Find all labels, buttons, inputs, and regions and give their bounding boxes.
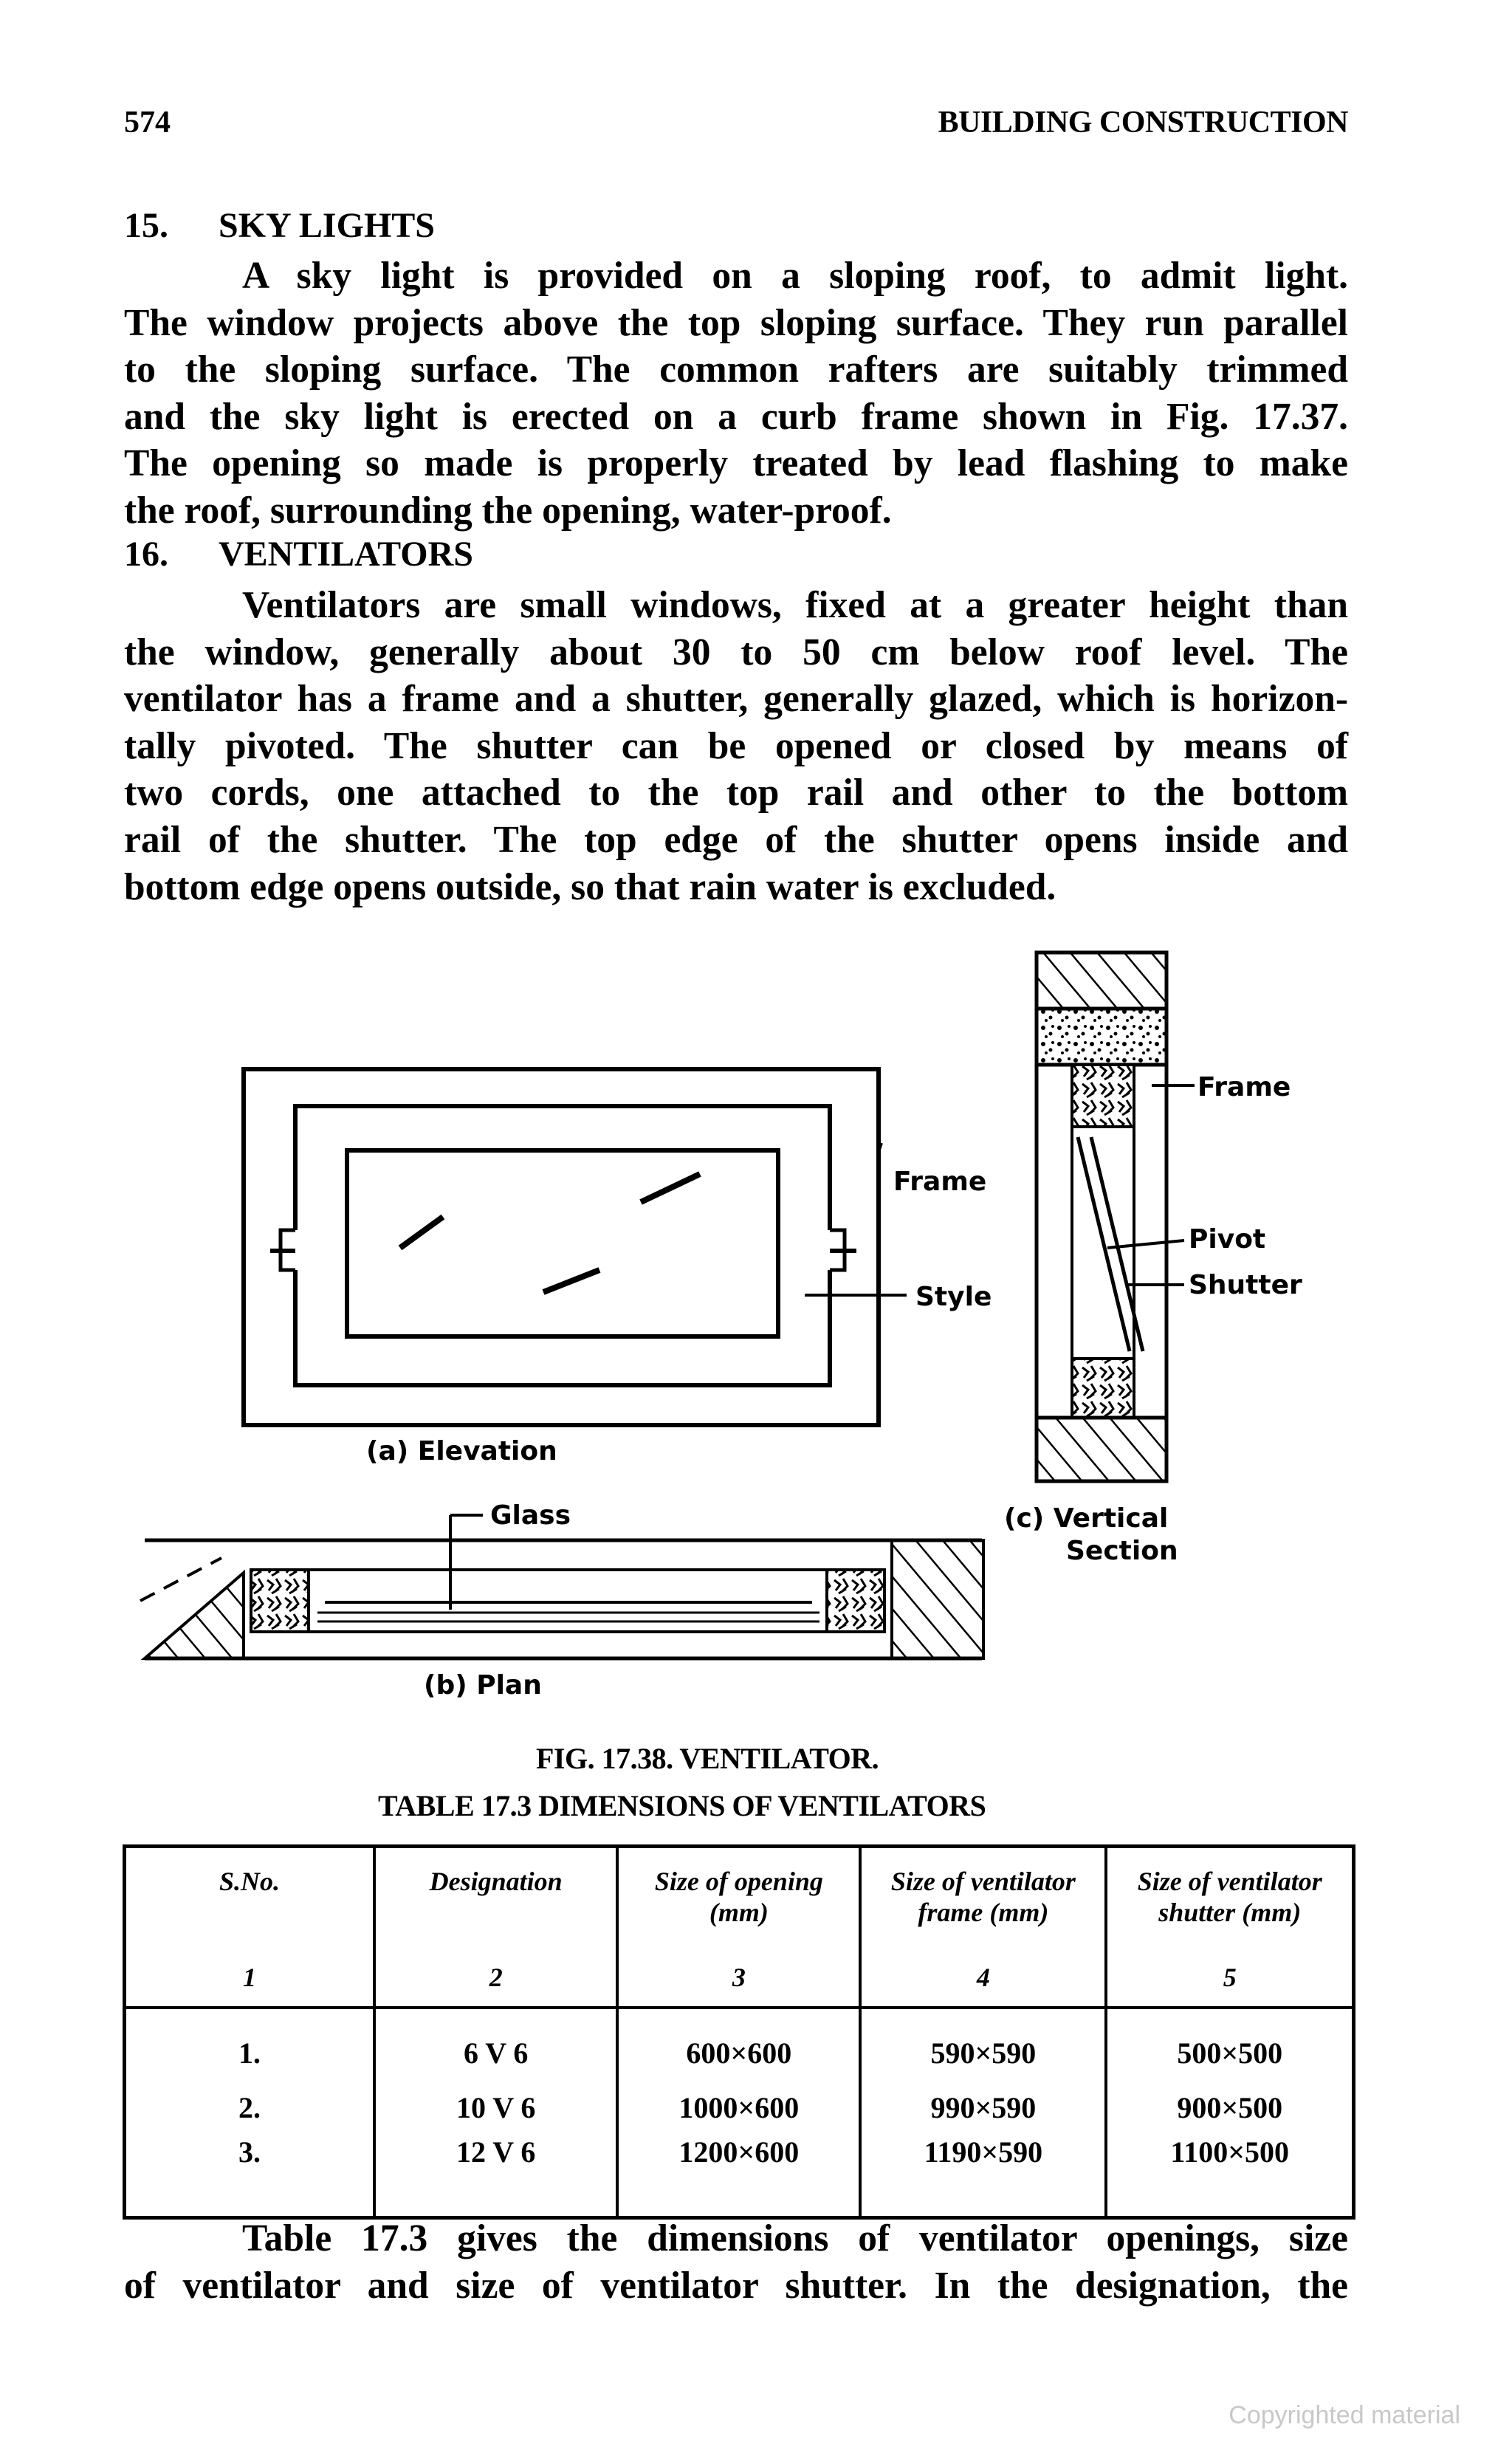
paragraph-line: and the sky light is erected on a curb frame shown in Fig. 17.37.: [124, 395, 1348, 438]
paragraph-line: the window, generally about 30 to 50 cm below roof level. The: [124, 631, 1348, 673]
label-style: Style: [915, 1282, 992, 1312]
wall-opening-outline: [244, 1069, 879, 1425]
glass-pane-plan: [317, 1613, 819, 1621]
frame-sill: [1072, 1359, 1134, 1418]
table-cell: 600×600: [617, 2008, 860, 2080]
paragraph-line: The window projects above the top sloping surface. They run parallel: [124, 301, 1348, 344]
column-header: Designation: [374, 1847, 617, 1963]
lintel: [1037, 1009, 1166, 1065]
label-frame-elevation: Frame: [893, 1167, 987, 1197]
paragraph-line: the roof, surrounding the opening, water-proof.: [124, 489, 892, 532]
table-cell: 6 V 6: [374, 2008, 617, 2080]
paragraph-line: A sky light is provided on a sloping roof, to admit light.: [242, 255, 1348, 297]
table-cell: 1.: [125, 2008, 375, 2080]
copyright-watermark: Copyrighted material: [1228, 2401, 1460, 2429]
section-number: 15.: [124, 206, 168, 245]
ventilator-dimensions-table: [123, 1844, 1355, 2220]
section-number: 16.: [124, 535, 168, 574]
horizontal-pivots: [281, 1230, 845, 1270]
table-title: TABLE 17.3 DIMENSIONS OF VENTILATORS: [378, 1789, 986, 1822]
paragraph-line: two cords, one attached to the top rail and other to the bottom: [124, 772, 1348, 814]
caption-vertical-section: (c) Vertical: [1004, 1503, 1169, 1534]
glass-mark: [543, 1270, 599, 1292]
wall-hatch-left: [145, 1573, 244, 1658]
caption-plan: (b) Plan: [424, 1670, 542, 1700]
label-shutter: Shutter: [1189, 1270, 1302, 1300]
pivot-leader: [1107, 1240, 1184, 1248]
running-title: BUILDING CONSTRUCTION: [938, 106, 1348, 140]
table-cell: 500×500: [1106, 2008, 1353, 2080]
wall-dashed-line: [140, 1558, 221, 1601]
column-number: 3: [617, 1962, 860, 2008]
column-number: 1: [125, 1962, 375, 2008]
table-cell: 1100×500: [1106, 2135, 1353, 2218]
paragraph-line: ventilator has a frame and a shutter, generally glazed, which is horizon-: [124, 678, 1348, 721]
column-number: 4: [860, 1962, 1106, 2008]
paragraph-line: rail of the shutter. The top edge of the shutter opens inside and: [124, 818, 1348, 861]
column-number-row: [125, 1962, 1354, 2008]
paragraph-line: bottom edge opens outside, so that rain water is excluded.: [124, 865, 1056, 908]
column-header: Size of opening (mm): [617, 1847, 860, 1963]
caption-vertical-section-line2: Section: [1066, 1536, 1178, 1566]
column-header: S.No.: [125, 1847, 375, 1963]
glazed-shutter: [347, 1150, 778, 1336]
caption-elevation: (a) Elevation: [366, 1436, 557, 1466]
column-header: Size of ventilator shutter (mm): [1106, 1847, 1353, 1963]
paragraph-line: Table 17.3 gives the dimensions of ventilator openings, size: [242, 2217, 1348, 2259]
column-number: 5: [1106, 1962, 1353, 2008]
section-title: SKY LIGHTS: [219, 206, 435, 245]
figure-caption: FIG. 17.38. VENTILATOR.: [536, 1742, 879, 1775]
table-row: [125, 2135, 1354, 2218]
table-cell: 990×590: [860, 2080, 1106, 2135]
label-pivot: Pivot: [1189, 1224, 1266, 1254]
glass-mark: [641, 1174, 700, 1202]
table-cell: 10 V 6: [374, 2080, 617, 2135]
paragraph-line: The opening so made is properly treated by lead flashing to make: [124, 442, 1348, 485]
table-cell: 2.: [125, 2080, 375, 2135]
frame-section-right: [827, 1570, 884, 1632]
table-cell: 1000×600: [617, 2080, 860, 2135]
section-title: VENTILATORS: [219, 535, 473, 574]
table-cell: 1200×600: [617, 2135, 860, 2218]
column-header: Size of ventilator frame (mm): [860, 1847, 1106, 1963]
paragraph-line: of ventilator and size of ventilator shutter. In the designation, the: [124, 2264, 1348, 2307]
plan-drawing: [140, 1515, 983, 1658]
closing-paragraph: [124, 2215, 1348, 2309]
elevation-drawing: [244, 1069, 907, 1425]
table-header-row: [125, 1847, 1354, 1963]
glass-mark: [400, 1217, 443, 1248]
vertical-section-drawing: [1037, 953, 1195, 1481]
wall-hatch-right: [892, 1540, 983, 1658]
table-row: [125, 2080, 1354, 2135]
paragraph-line: Ventilators are small windows, fixed at a greater height than: [242, 584, 1348, 626]
wall-below: [1037, 1418, 1166, 1481]
table-cell: 590×590: [860, 2008, 1106, 2080]
page-number: 574: [124, 106, 171, 140]
table-cell: 12 V 6: [374, 2135, 617, 2218]
table-row: [125, 2008, 1354, 2080]
frame-section-left: [251, 1570, 309, 1632]
label-frame-section: Frame: [1197, 1072, 1291, 1102]
column-number: 2: [374, 1962, 617, 2008]
paragraph-line: tally pivoted. The shutter can be opened or closed by means of: [124, 724, 1348, 767]
table-cell: 3.: [125, 2135, 375, 2218]
label-glass: Glass: [490, 1500, 571, 1531]
ventilator-frame: [295, 1106, 830, 1385]
frame-head: [1072, 1065, 1134, 1127]
paragraph-line: to the sloping surface. The common rafters are suitably trimmed: [124, 349, 1348, 391]
table-cell: 1190×590: [860, 2135, 1106, 2218]
table-cell: 900×500: [1106, 2080, 1353, 2135]
